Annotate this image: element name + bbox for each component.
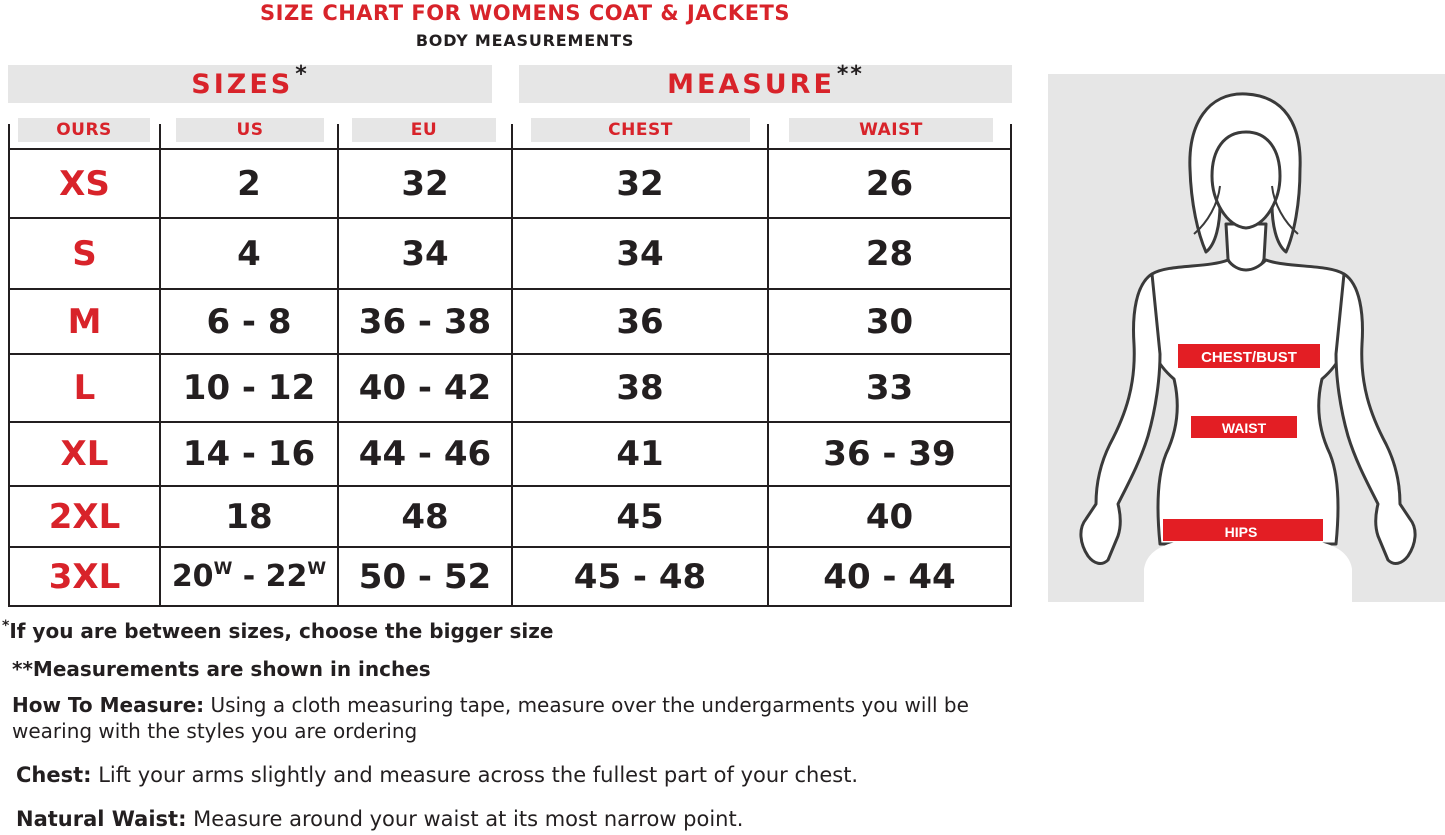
cell-eu: 48 (401, 496, 449, 537)
column-header-ours: OURS (18, 118, 150, 142)
note-chest (16, 762, 858, 788)
cell-us: 10 - 12 (182, 368, 316, 408)
cell-chest: 32 (616, 163, 664, 204)
chart-subtitle: BODY MEASUREMENTS (415, 31, 635, 50)
cell-ours: 2XL (48, 496, 121, 537)
grid-line-h7 (8, 605, 1012, 607)
cell-ours: L (73, 368, 96, 408)
cell-us (161, 548, 337, 605)
cell-ours: XS (59, 163, 110, 204)
note-how-text-1: Using a cloth measuring tape, measure over the undergarments you will be (204, 693, 969, 717)
cell-us: 6 - 8 (206, 301, 292, 342)
cell-chest: 45 - 48 (573, 556, 707, 597)
sizes-group-mark: * (295, 61, 309, 87)
waist-band-label: WAIST (1221, 420, 1267, 436)
cell-eu: 50 - 52 (358, 556, 492, 597)
note-waist-text: Measure around your waist at its most narrow point. (186, 807, 744, 831)
cell-chest: 45 (616, 496, 664, 537)
cell-us-start-suffix: W (213, 558, 233, 579)
note-between-mark: * (2, 618, 10, 634)
cell-ours: M (67, 301, 102, 342)
note-between-text: If you are between sizes, choose the bigger size (9, 619, 554, 643)
cell-us-end: 22 (265, 559, 308, 594)
column-header-chest: CHEST (531, 118, 750, 142)
cell-chest: 41 (616, 434, 664, 474)
note-how-label: How To Measure: (12, 693, 205, 717)
cell-us-start: 20 (171, 559, 214, 594)
column-header-us: US (176, 118, 324, 142)
cell-eu: 36 - 38 (358, 301, 492, 342)
note-natural-waist (16, 806, 743, 832)
note-between-sizes (2, 618, 553, 647)
cell-waist: 40 - 44 (823, 556, 956, 597)
measure-group-label: MEASURE (667, 68, 835, 100)
cell-waist: 36 - 39 (823, 434, 956, 474)
note-how-text-2: wearing with the styles you are ordering (12, 719, 418, 743)
measure-group-mark: ** (836, 61, 864, 87)
cell-waist: 30 (865, 301, 914, 342)
cell-us: 2 (237, 163, 261, 204)
cell-waist: 26 (865, 163, 914, 204)
cell-us: 18 (225, 496, 273, 537)
note-how-to-measure (12, 692, 969, 744)
chest-bust-band-label: CHEST/BUST (1201, 349, 1297, 366)
cell-eu: 40 - 42 (358, 368, 492, 408)
cell-waist: 28 (865, 233, 914, 274)
cell-waist: 40 (865, 496, 914, 537)
column-header-eu: EU (352, 118, 496, 142)
body-figure-panel (1048, 74, 1445, 602)
hips-band-label: HIPS (1224, 524, 1258, 540)
cell-us: 14 - 16 (182, 434, 316, 474)
cell-us-separator: - (232, 559, 266, 594)
cell-eu: 34 (401, 233, 449, 274)
cell-us-end-suffix: W (307, 558, 327, 579)
cell-ours: S (72, 233, 97, 274)
column-header-waist: WAIST (789, 118, 993, 142)
cell-us: 4 (237, 233, 261, 274)
cell-waist: 33 (865, 368, 914, 408)
note-inches: **Measurements are shown in inches (12, 657, 431, 681)
female-figure-illustration (1048, 74, 1445, 602)
grid-line-v5 (1010, 124, 1012, 607)
chart-title: SIZE CHART FOR WOMENS COAT & JACKETS (260, 1, 790, 25)
note-waist-label: Natural Waist: (16, 807, 187, 831)
note-chest-label: Chest: (16, 763, 92, 787)
cell-chest: 36 (616, 301, 664, 342)
note-chest-text: Lift your arms slightly and measure across the fullest part of your chest. (91, 763, 859, 787)
cell-ours: 3XL (48, 556, 121, 597)
sizes-group-header (8, 61, 492, 103)
cell-chest: 38 (616, 368, 664, 408)
cell-chest: 34 (616, 233, 664, 274)
measure-group-header (519, 61, 1012, 103)
cell-eu: 44 - 46 (358, 434, 492, 474)
cell-eu: 32 (401, 163, 449, 204)
sizes-group-label: SIZES (191, 68, 294, 100)
cell-ours: XL (60, 434, 109, 474)
